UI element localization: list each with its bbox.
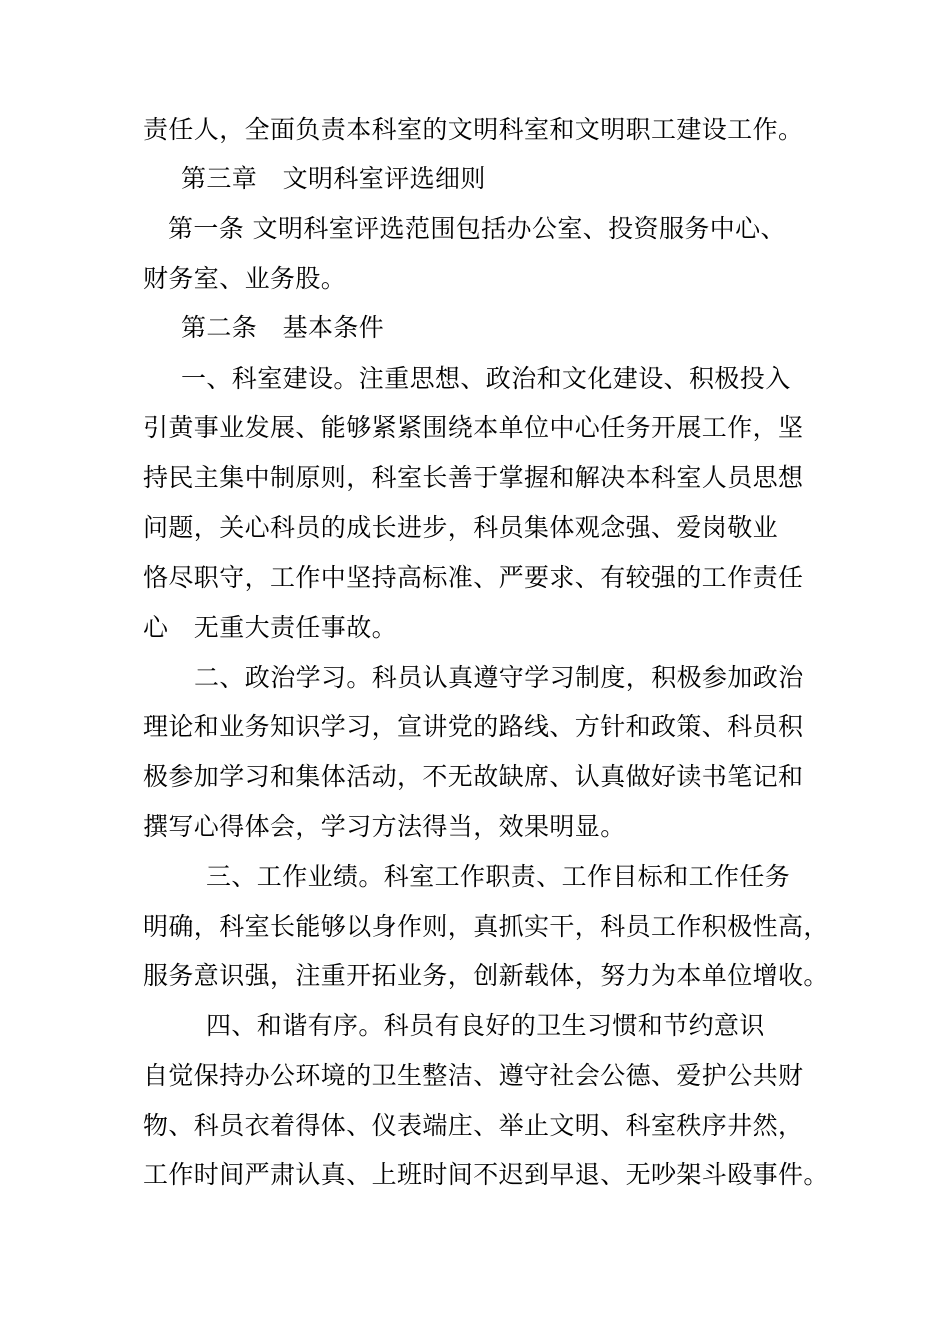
paragraph-line: 一、科室建设。注重思想、政治和文化建设、积极投入 [181,364,791,393]
paragraph-line: 四、和谐有序。科员有良好的卫生习惯和节约意识 [206,1011,765,1040]
paragraph-line: 引黄事业发展、能够紧紧围绕本单位中心任务开展工作，坚 [143,413,804,442]
paragraph-line: 三、工作业绩。科室工作职责、工作目标和工作任务 [206,862,791,891]
paragraph-line: 持民主集中制原则，科室长善于掌握和解决本科室人员思想 [143,463,804,492]
paragraph-line: 问题，关心科员的成长进步，科员集体观念强、爱岗敬业 [143,513,779,542]
chapter-heading: 第三章 文明科室评选细则 [181,164,486,193]
paragraph-line: 理论和业务知识学习，宣讲党的路线、方针和政策、科员积 [143,712,804,741]
paragraph-line: 物、科员衣着得体、仪表端庄、举止文明、科室秩序井然， [143,1111,804,1140]
paragraph-line: 自觉保持办公环境的卫生整洁、遵守社会公德、爱护公共财 [143,1061,804,1090]
article-heading: 第二条 基本条件 [181,313,385,342]
paragraph-line: 二、政治学习。科员认真遵守学习制度，积极参加政治 [194,663,804,692]
paragraph-line: 工作时间严肃认真、上班时间不迟到早退、无吵架斗殴事件。 [143,1160,829,1189]
paragraph-line: 撰写心得体会，学习方法得当，效果明显。 [143,812,626,841]
paragraph-line: 明确，科室长能够以身作则，真抓实干，科员工作积极性高， [143,912,829,941]
paragraph-line: 服务意识强，注重开拓业务，创新载体，努力为本单位增收。 [143,961,829,990]
paragraph-line: 恪尽职守，工作中坚持高标准、严要求、有较强的工作责任 [143,563,804,592]
paragraph-line: 极参加学习和集体活动，不无故缺席、认真做好读书笔记和 [143,762,804,791]
paragraph-line: 心 无重大责任事故。 [143,613,398,642]
article-line: 财务室、业务股。 [143,264,347,293]
article-line: 第一条 文明科室评选范围包括办公室、投资服务中心、 [168,214,786,243]
paragraph-line: 责任人，全面负责本科室的文明科室和文明职工建设工作。 [143,115,804,144]
